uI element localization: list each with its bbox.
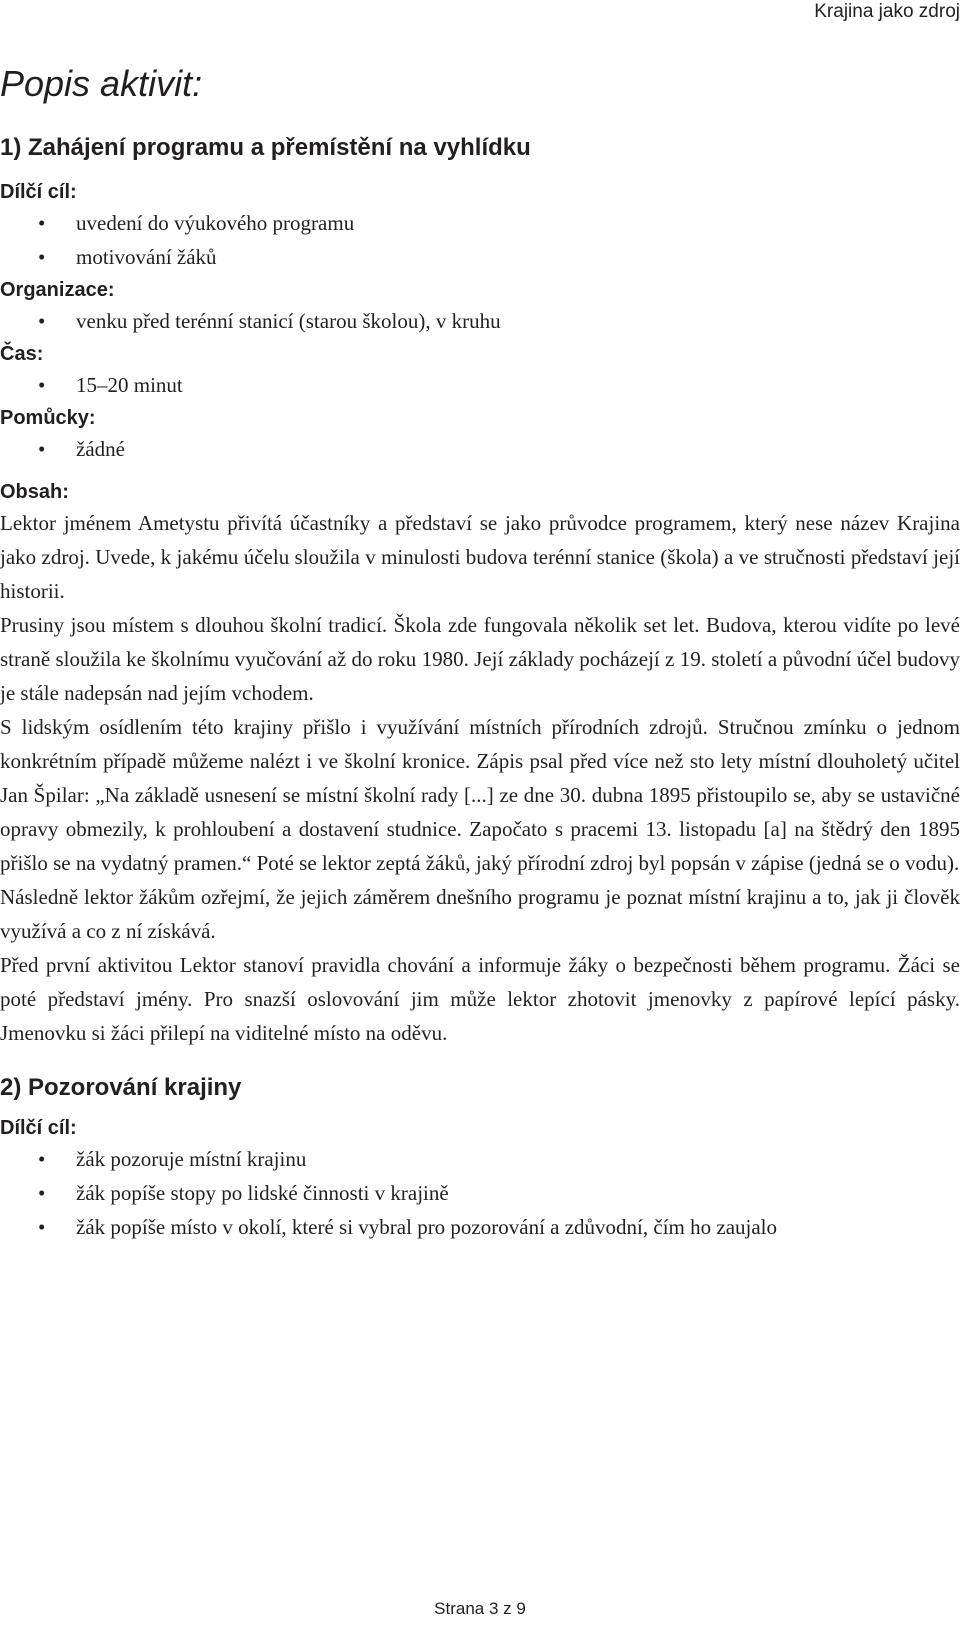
list-item: • uvedení do výukového programu: [0, 206, 960, 240]
time-label: Čas:: [0, 343, 44, 365]
list-item: • žák popíše stopy po lidské činnosti v krajině: [0, 1176, 960, 1210]
page-content: [0, 58, 960, 1244]
page-number: Strana 3 z 9: [434, 1599, 526, 1618]
list-item: • žák pozoruje místní krajinu: [0, 1142, 960, 1176]
goal-label: Dílčí cíl:: [0, 1117, 77, 1139]
list-item: • motivování žáků: [0, 240, 960, 274]
paragraph: Prusiny jsou místem s dlouhou školní tradicí. Škola zde fungovala několik set let. Budova, kterou vidíte po levé straně sloužila ke školnímu vyučování až do roku 1980. Její základy pocházejí z 19. století a původní účel budovy je stále nadepsán nad jejím vchodem.: [0, 613, 960, 705]
section-1-title: 1) Zahájení programu a přemístění na vyhlídku: [0, 134, 531, 161]
aids-label: Pomůcky:: [0, 407, 96, 429]
goal-label: Dílčí cíl:: [0, 181, 77, 203]
running-header: Krajina jako zdroj: [814, 1, 960, 22]
organization-label: Organizace:: [0, 279, 115, 301]
paragraph: Následně lektor žákům ozřejmí, že jejich záměrem dnešního programu je poznat místní krajinu a to, jak ji člověk využívá a co z ní získává.: [0, 885, 960, 943]
organization-list: [0, 304, 960, 338]
list-item: • žádné: [0, 432, 960, 466]
paragraph: Před první aktivitou Lektor stanoví pravidla chování a informuje žáky o bezpečnosti během programu. Žáci se poté představí jmény. Pro snazší oslovování jim může lektor zhotovit jmenovky z papírové lepící pásky. Jmenovku si žáci přilepí na viditelné místo na oděvu.: [0, 953, 960, 1045]
list-item: • venku před terénní stanicí (starou školou), v kruhu: [0, 304, 960, 338]
list-item: • 15–20 minut: [0, 368, 960, 402]
paragraph: Lektor jménem Ametystu přivítá účastníky a představí se jako průvodce programem, který nese název Krajina jako zdroj. Uvede, k jakému účelu sloužila v minulosti budova terénní stanice (škola) a ve stručnosti představí její historii.: [0, 511, 960, 603]
list-item: • žák popíše místo v okolí, které si vybral pro pozorování a zdůvodní, čím ho zaujalo: [0, 1210, 960, 1244]
paragraph: S lidským osídlením této krajiny přišlo i využívání místních přírodních zdrojů. Stručnou zmínku o jednom konkrétním případě můžeme nalézt i ve školní kronice. Zápis psal před více než sto lety místní dlouholetý učitel Jan Špilar: „Na základě usnesení se místní školní rady [...] ze dne 30. dubna 1895 přistoupilo se, aby se ustavičné opravy obmezily, k prohloubení a dostavení studnice. Započato s pracemi 13. listopadu [a] na štědrý den 1895 přišlo se na vydatný pramen.“ Poté se lektor zeptá žáků, jaký přírodní zdroj byl popsán v zápise (jedná se o vodu).: [0, 715, 960, 875]
time-list: [0, 368, 960, 402]
document-title: Popis aktivit:: [0, 63, 203, 104]
section-2-title: 2) Pozorování krajiny: [0, 1074, 242, 1101]
aids-list: [0, 432, 960, 466]
goal-list: [0, 206, 960, 274]
content-label: Obsah:: [0, 481, 69, 503]
goal-list: [0, 1142, 960, 1244]
